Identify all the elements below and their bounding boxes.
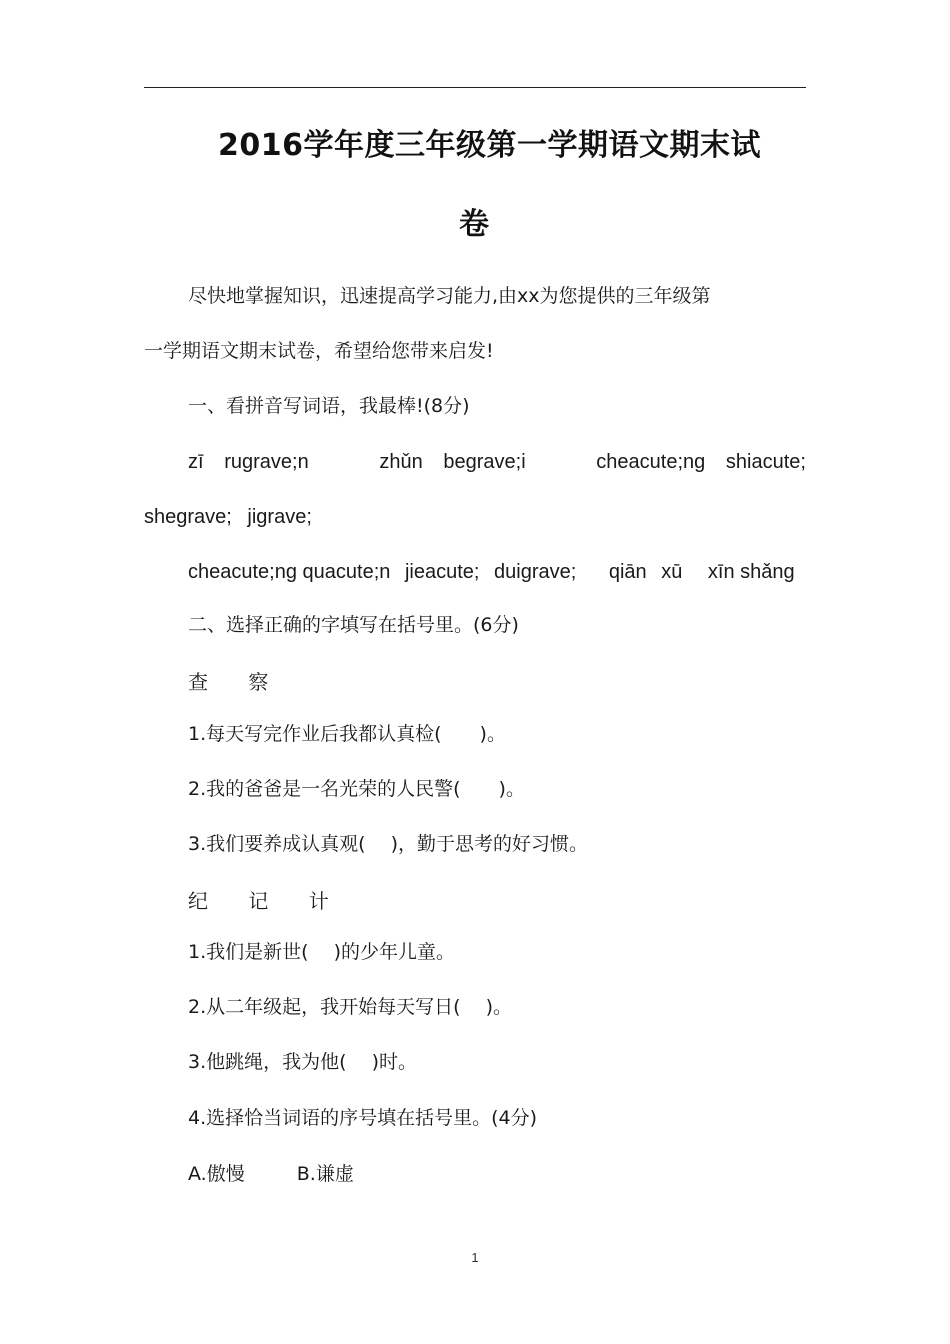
pinyin-item: begrave;i	[443, 451, 526, 473]
pinyin-row-2	[144, 507, 312, 527]
pinyin-item: shegrave;	[144, 506, 232, 528]
choice-chars-group-1	[188, 672, 302, 692]
choice-char: 察	[248, 670, 269, 694]
choice-char: 计	[308, 889, 329, 913]
pinyin-item: duigrave;	[494, 561, 577, 583]
word-option-a: A.傲慢	[188, 1163, 245, 1185]
pinyin-item: shiacute;	[725, 451, 806, 473]
header-rule	[144, 87, 806, 88]
section3-heading: 4.选择恰当词语的序号填在括号里。(4分)	[188, 1107, 538, 1129]
document-title-line-2: 卷	[459, 207, 489, 242]
pinyin-row-3	[188, 562, 795, 582]
choice-chars-group-2	[188, 891, 363, 911]
pinyin-item: zhǔn	[379, 451, 423, 473]
intro-line-2: 一学期语文期末试卷，希望给您带来启发!	[144, 340, 494, 362]
pinyin-item: zī	[188, 451, 204, 473]
group2-item-1: 1.我们是新世( )的少年儿童。	[188, 941, 455, 963]
intro-line-1: 尽快地掌握知识，迅速提高学习能力,由xx为您提供的三年级第	[188, 285, 711, 307]
word-option-b: B.谦虚	[296, 1163, 354, 1185]
section1-heading: 一、看拼音写词语，我最棒!(8分)	[188, 395, 470, 417]
group2-item-3: 3.他跳绳，我为他( )时。	[188, 1051, 417, 1073]
pinyin-item: cheacute;ng quacute;n	[188, 561, 391, 583]
choice-char: 查	[188, 670, 208, 694]
choice-char: 纪	[188, 889, 208, 913]
word-options	[188, 1165, 354, 1184]
page-number: 1	[471, 1250, 479, 1265]
pinyin-item: xū	[661, 561, 683, 583]
pinyin-item: jieacute;	[404, 561, 480, 583]
choice-char: 记	[248, 889, 269, 913]
pinyin-item: xīn shǎng	[707, 561, 795, 583]
group1-item-3: 3.我们要养成认真观( )，勤于思考的好习惯。	[188, 833, 588, 855]
section2-heading: 二、选择正确的字填写在括号里。(6分)	[188, 614, 519, 636]
pinyin-item: jigrave;	[247, 506, 312, 528]
group2-item-2: 2.从二年级起，我开始每天写日( )。	[188, 996, 512, 1018]
pinyin-row-1	[188, 452, 806, 472]
group1-item-2: 2.我的爸爸是一名光荣的人民警( )。	[188, 778, 525, 800]
document-title-line-1: 2016学年度三年级第一学期语文期末试	[218, 128, 761, 163]
pinyin-item: cheacute;ng	[596, 451, 706, 473]
group1-item-1: 1.每天写完作业后我都认真检( )。	[188, 723, 506, 745]
pinyin-item: qiān	[608, 561, 647, 583]
pinyin-item: rugrave;n	[224, 451, 309, 473]
